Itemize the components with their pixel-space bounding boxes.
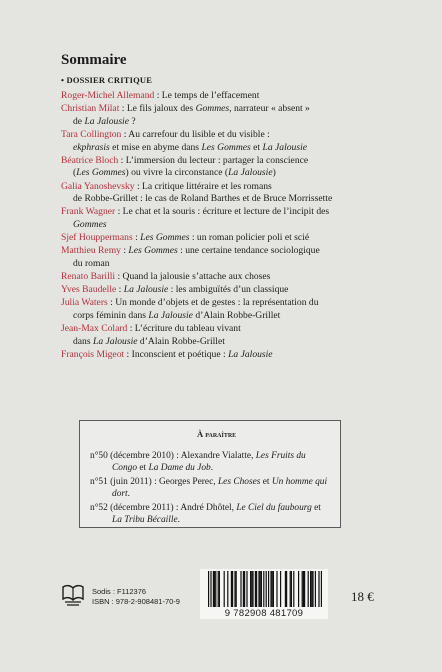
barcode-bar: [291, 571, 292, 607]
toc-author: Béatrice Bloch: [61, 154, 119, 166]
italic-title: Gommes: [195, 103, 230, 115]
text-run: (: [73, 167, 77, 179]
publisher-info: [92, 587, 180, 607]
barcode-bar: [304, 571, 305, 607]
barcode-bar: [258, 571, 259, 607]
toc-author: Yves Baudelle: [61, 284, 117, 296]
forthcoming-heading: [197, 429, 236, 439]
toc-author: Roger-Michel Allemand: [61, 90, 155, 101]
italic-title: La Jalousie: [228, 349, 273, 360]
italic-title: La Jalousie: [148, 310, 193, 322]
toc-entry-continuation: [61, 193, 381, 206]
toc-entry: [61, 206, 381, 231]
toc-entry: [61, 284, 381, 297]
text-run: : Le fils jaloux des: [119, 103, 196, 115]
barcode-bar: [285, 571, 286, 607]
barcode-bar: [256, 571, 257, 607]
text-run: .: [127, 489, 130, 500]
toc-entry-continuation: [61, 142, 381, 155]
text-run: ?: [128, 115, 136, 127]
text-run: : L’écriture du tableau vivant: [127, 323, 241, 335]
text-run: du roman: [73, 257, 110, 269]
barcode-bar: [302, 571, 303, 607]
toc-entry-continuation: [61, 258, 381, 271]
italic-title: Les Fruits du: [255, 451, 306, 461]
barcode-bar: [234, 571, 235, 607]
barcode-bar: [240, 571, 241, 607]
text-run: de: [73, 115, 85, 127]
text-run: n°51 (juin 2011) : Georges Perec,: [90, 476, 218, 487]
italic-title: La Jalousie: [92, 335, 138, 347]
open-book-logo-icon: [62, 582, 84, 608]
italic-title: Un homme qui: [271, 476, 328, 487]
toc-author: Jean-Max Colard: [61, 323, 128, 335]
text-run: : Inconscient et poétique :: [124, 349, 229, 360]
italic-title: ekphrasis: [73, 141, 110, 153]
toc-author: François Migeot: [61, 349, 125, 360]
barcode-bar: [310, 571, 311, 607]
text-run: :: [132, 232, 141, 244]
text-run: : Le temps de l’effacement: [154, 90, 260, 101]
barcode-bar: [218, 571, 219, 607]
text-run: et: [311, 502, 321, 513]
barcode-bar: [208, 571, 209, 607]
italic-title: La Jalousie: [262, 141, 307, 153]
forthcoming-heading-rest: paraître: [203, 429, 237, 439]
forthcoming-item: [90, 502, 334, 526]
toc-author: Tara Collington: [61, 128, 122, 140]
toc-entry: [61, 155, 381, 180]
toc-entry: [61, 245, 381, 270]
text-run: et mise en abyme dans: [109, 141, 202, 153]
toc-entry: [61, 181, 381, 206]
forthcoming-item-continuation: [90, 462, 334, 474]
text-run: : L’immersion du lecteur : partager la conscience: [118, 154, 309, 166]
barcode-bar: [255, 571, 256, 607]
text-run: d’Alain Robbe-Grillet: [192, 310, 281, 322]
text-run: : un roman policier poli et scié: [189, 232, 310, 244]
text-run: .: [210, 463, 214, 474]
barcode-bar: [315, 571, 316, 607]
toc-author: Galia Yanoshevsky: [61, 180, 135, 192]
text-run: .: [177, 515, 180, 526]
section-heading: • DOSSIER CRITIQUE: [61, 75, 153, 85]
price: 18 €: [351, 589, 374, 604]
text-run: : Au carrefour du lisible et du visible :: [121, 128, 270, 140]
barcode-bar: [308, 571, 309, 607]
barcode-bar: [236, 571, 237, 607]
toc-entry: [61, 90, 381, 103]
text-run: n°50 (décembre 2010) : Alexandre Vialatte,: [90, 451, 256, 461]
barcode-bar: [243, 571, 244, 607]
italic-title: La Tribu Bécaille: [112, 515, 178, 526]
italic-title: La Dame du Job: [148, 463, 211, 474]
text-run: : les ambiguïtés d’un classique: [168, 284, 289, 296]
toc-entry: [61, 297, 381, 322]
text-run: dans: [73, 335, 93, 347]
toc-entry-continuation: [61, 310, 381, 323]
barcode-bar: [268, 571, 269, 607]
barcode-bar: [251, 571, 252, 607]
toc-author: Frank Wagner: [61, 206, 116, 218]
toc-entry: [61, 103, 381, 128]
toc-entry-continuation: [61, 336, 381, 349]
text-run: n°52 (décembre 2011) : André Dhôtel,: [90, 502, 237, 513]
italic-title: Le Ciel du faubourg: [236, 502, 312, 513]
forthcoming-item-continuation: [90, 488, 334, 500]
toc-author: Sjef Houppermans: [61, 232, 133, 244]
barcode-bar: [227, 571, 228, 607]
barcode-bar: [286, 571, 287, 607]
forthcoming-item: [90, 450, 334, 474]
toc-entry: [61, 323, 381, 348]
italic-title: La Jalousie: [228, 167, 273, 179]
toc-entry: [61, 271, 381, 284]
italic-title: La Jalousie: [84, 115, 129, 127]
barcode-bar: [290, 571, 291, 607]
italic-title: Les Gommes: [140, 232, 190, 244]
text-run: : Un monde d’objets et de gestes : la représentation du: [107, 297, 319, 309]
toc-entry-continuation: [61, 219, 381, 232]
toc-author: Renato Barilli: [61, 271, 116, 283]
text-run: :: [120, 245, 129, 257]
text-run: , narrateur « absent »: [229, 103, 310, 115]
barcode-bar: [321, 571, 322, 607]
italic-title: Les Gommes: [128, 245, 178, 257]
toc-entry-continuation: [61, 167, 381, 180]
toc-entry-continuation: [61, 116, 381, 129]
toc-entry: [61, 129, 381, 154]
barcode-bar: [293, 571, 294, 607]
text-run: et: [260, 476, 272, 487]
text-run: : une certaine tendance sociologique: [177, 245, 320, 257]
forthcoming-list: [90, 450, 334, 528]
text-run: :: [116, 284, 124, 296]
forthcoming-box: [79, 420, 341, 528]
barcode: [200, 569, 328, 619]
toc-author: Julia Waters: [61, 297, 108, 309]
barcode-bars: [200, 569, 328, 609]
text-run: : La critique littéraire et les romans: [134, 180, 272, 192]
forthcoming-item: [90, 476, 334, 500]
text-run: : Quand la jalousie s’attache aux choses: [115, 271, 271, 283]
text-run: corps féminin dans: [73, 310, 149, 322]
italic-title: Gommes: [73, 218, 107, 230]
barcode-bar: [270, 571, 271, 607]
italic-title: Les Gommes: [76, 167, 126, 179]
barcode-number: 9 782908 481709: [224, 608, 304, 619]
italic-title: dort: [112, 489, 128, 500]
barcode-bar: [252, 571, 253, 607]
barcode-bar: [276, 571, 277, 607]
barcode-bar: [250, 571, 251, 607]
barcode-bar: [260, 571, 261, 607]
barcode-bar: [219, 571, 220, 607]
text-run: d’Alain Robbe-Grillet: [137, 335, 225, 347]
barcode-bar: [261, 571, 262, 607]
barcode-bar: [318, 571, 319, 607]
text-run: : Le chat et la souris : écriture et lecture de l’incipit des: [115, 206, 330, 218]
forthcoming-item-continuation: [90, 514, 334, 526]
toc-entry: [61, 232, 381, 245]
italic-title: Congo: [112, 463, 138, 474]
page-title: Sommaire: [61, 52, 127, 68]
italic-title: La Jalousie: [123, 284, 169, 296]
barcode-bar: [298, 571, 299, 607]
text-run: et: [137, 463, 149, 474]
barcode-bar: [224, 571, 225, 607]
text-run: de Robbe-Grillet : le cas de Roland Barthes et de Bruce Morrissette: [73, 193, 333, 205]
text-run: ): [272, 167, 276, 179]
barcode-bar: [280, 571, 281, 607]
barcode-bar: [210, 571, 211, 607]
text-run: et: [250, 141, 263, 153]
barcode-bar: [263, 571, 264, 607]
barcode-bar: [312, 571, 313, 607]
barcode-bar: [215, 571, 216, 607]
toc-author: Matthieu Remy: [61, 245, 121, 257]
toc-author: Christian Milat: [61, 103, 120, 115]
barcode-bar: [303, 571, 304, 607]
barcode-bar: [244, 571, 245, 607]
italic-title: Les Choses: [217, 476, 261, 487]
barcode-bar: [214, 571, 215, 607]
isbn: ISBN : 978-2-908481-70-9: [92, 597, 180, 606]
barcode-bar: [272, 571, 273, 607]
toc-entry: [61, 349, 381, 362]
sodis-code: Sodis : F112376: [92, 587, 147, 596]
barcode-bar: [311, 571, 312, 607]
text-run: ) ou vivre la circonstance (: [125, 167, 229, 179]
barcode-bar: [246, 571, 247, 607]
barcode-bar: [232, 571, 233, 607]
italic-title: Les Gommes: [201, 141, 251, 153]
forthcoming-heading-prefix: À: [197, 429, 204, 439]
barcode-bar: [266, 571, 267, 607]
barcode-bar: [213, 571, 214, 607]
table-of-contents: [61, 90, 381, 362]
barcode-bar: [231, 571, 232, 607]
barcode-bar: [273, 571, 274, 607]
